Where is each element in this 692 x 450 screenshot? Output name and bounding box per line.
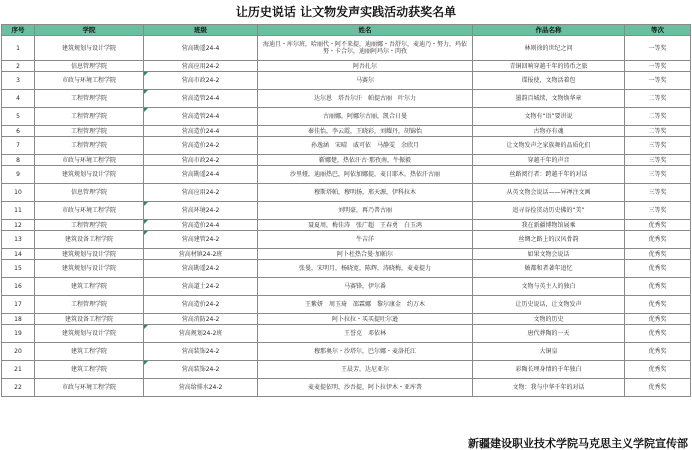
row-number: 13: [2, 231, 35, 249]
row-number: 10: [2, 184, 35, 202]
class-cell: 营高应用24-2: [144, 184, 258, 202]
class-cell: 营高消防24-2: [144, 314, 258, 325]
row-number: 19: [2, 325, 35, 343]
table-row: [2, 36, 691, 61]
row-number: 8: [2, 155, 35, 166]
class-cell: 营高道土24-2: [144, 278, 258, 296]
work-title-cell: 文物：我与中华千年的对话: [473, 379, 625, 397]
grade-cell: 优秀奖: [625, 249, 691, 260]
table-row: [2, 72, 691, 90]
row-number: 12: [2, 220, 35, 231]
grade-cell: 三等奖: [625, 184, 691, 202]
row-number: 9: [2, 166, 35, 184]
row-number: 17: [2, 296, 35, 314]
table-row: [2, 108, 691, 126]
names-cell: 马赛尔: [258, 72, 473, 90]
college-cell: 工程管理学院: [35, 220, 144, 231]
work-title-cell: 谍报使，文物活着包: [473, 72, 625, 90]
names-cell: 马赛锋，伊尔番: [258, 278, 473, 296]
class-cell: 营高造管24-4: [144, 108, 258, 126]
class-cell: 营高规划24-2班: [144, 325, 258, 343]
college-cell: 建筑规划与设计学院: [35, 166, 144, 184]
grade-cell: 优秀奖: [625, 379, 691, 397]
table-row: [2, 126, 691, 137]
names-cell: 孙逸涵 宋晴 戚可依 马静雯 余欣月: [258, 137, 473, 155]
class-cell: 营高勘遥24-2: [144, 260, 258, 278]
college-cell: 建筑规划与设计学院: [35, 260, 144, 278]
grade-cell: 一等奖: [625, 72, 691, 90]
table-row: [2, 296, 691, 314]
names-cell: 阿吾扎尔: [258, 61, 473, 72]
work-title-cell: 文物与英主人的独白: [473, 278, 625, 296]
work-title-cell: 从英文物会说话——异禅注文画: [473, 184, 625, 202]
table-row: [2, 231, 691, 249]
names-cell: 王誉克 邓依林: [258, 325, 473, 343]
names-cell: 刘明豪，再乃普古丽: [258, 202, 473, 220]
college-cell: 建筑规划与设计学院: [35, 249, 144, 260]
table-row: [2, 155, 691, 166]
college-cell: 建筑工程学院: [35, 361, 144, 379]
class-cell: 营高装饰24-2: [144, 343, 258, 361]
award-table: [1, 24, 691, 397]
row-number: 3: [2, 72, 35, 90]
names-cell: 牛吉洋: [258, 231, 473, 249]
table-row: [2, 260, 691, 278]
college-cell: 工程管理学院: [35, 296, 144, 314]
class-cell: 营高勘遥24-4: [144, 166, 258, 184]
work-title-cell: 文物有“语”要讲说: [473, 108, 625, 126]
work-title-cell: 古物亦有魂: [473, 126, 625, 137]
header-class: 班级: [144, 25, 258, 36]
names-cell: 王晨芳，达尼亚尔: [258, 361, 473, 379]
header-grade: 等次: [625, 25, 691, 36]
class-cell: 营高造价24-2: [144, 137, 258, 155]
row-number: 4: [2, 90, 35, 108]
table-row: [2, 314, 691, 325]
grade-cell: 优秀奖: [625, 231, 691, 249]
college-cell: 市政与环境工程学院: [35, 202, 144, 220]
header-work: 作品名称: [473, 25, 625, 36]
header-no: 序号: [2, 25, 35, 36]
college-cell: 建筑设备工程学院: [35, 231, 144, 249]
college-cell: 工程管理学院: [35, 137, 144, 155]
names-cell: 聂夏周，梅佳涛 张广超 王春勇 白玉鸿: [258, 220, 473, 231]
class-cell: 营高给排水24-2: [144, 379, 258, 397]
grade-cell: 优秀奖: [625, 296, 691, 314]
grade-cell: 二等奖: [625, 126, 691, 137]
row-number: 11: [2, 202, 35, 220]
names-cell: 秦佳怡，李云霞，王晓彩，刘耀丹，胡锦怡: [258, 126, 473, 137]
names-cell: 王紫妍 周玉琦 邵霖娜 黎尔康金 约万木: [258, 296, 473, 314]
work-title-cell: 青铜回响穿越千年的铸币之旅: [473, 61, 625, 72]
work-title-cell: 让历史说话，让文物发声: [473, 296, 625, 314]
class-cell: 营高环境24-2: [144, 202, 258, 220]
row-number: 18: [2, 314, 35, 325]
table-row: [2, 249, 691, 260]
header-college: 学院: [35, 25, 144, 36]
table-row: [2, 379, 691, 397]
college-cell: 建筑规划与设计学院: [35, 325, 144, 343]
names-cell: 穆斯塔帕，穆明扬，邢天源，伊科拉木: [258, 184, 473, 202]
row-number: 5: [2, 108, 35, 126]
grade-cell: 优秀奖: [625, 314, 691, 325]
table-row: [2, 278, 691, 296]
work-title-cell: 丝绸之路上的汉风骨韵: [473, 231, 625, 249]
table-row: [2, 220, 691, 231]
work-title-cell: 我在新疆博物馆展乘: [473, 220, 625, 231]
class-cell: 营高市政24-2: [144, 155, 258, 166]
row-number: 7: [2, 137, 35, 155]
names-cell: 海迪且・库尔班，哈丽代・阿不来提，迪丽娜・吾舒尔，麦迪乃・努力，玛依努・卡合尔，迪丽阿玛尔・肉孜: [258, 36, 473, 61]
table-row: [2, 61, 691, 72]
watermark: 新疆建设职业技术学院马克思主义学院宣传部: [468, 437, 688, 450]
class-cell: 营高勘遥24-4: [144, 36, 258, 61]
class-cell: 营高造价24-4: [144, 220, 258, 231]
row-number: 14: [2, 249, 35, 260]
grade-cell: 三等奖: [625, 166, 691, 184]
row-number: 2: [2, 61, 35, 72]
table-row: [2, 343, 691, 361]
college-cell: 建筑设备工程学院: [35, 314, 144, 325]
college-cell: 工程管理学院: [35, 126, 144, 137]
work-title-cell: 彩陶长埋身情的千年独白: [473, 361, 625, 379]
college-cell: 市政与环境工程学院: [35, 155, 144, 166]
college-cell: 工程管理学院: [35, 108, 144, 126]
names-cell: 靳娜楚，热依汗古·那孜南，牛振毅: [258, 155, 473, 166]
row-number: 1: [2, 36, 35, 61]
row-number: 6: [2, 126, 35, 137]
college-cell: 信息管理学院: [35, 184, 144, 202]
grade-cell: 优秀奖: [625, 260, 691, 278]
class-cell: 营高造管24-4: [144, 90, 258, 108]
grade-cell: 一等奖: [625, 36, 691, 61]
page-title: 让历史说话 让文物发声实践活动获奖名单: [235, 5, 457, 19]
college-cell: 市政与环境工程学院: [35, 72, 144, 90]
grade-cell: 三等奖: [625, 202, 691, 220]
row-number: 16: [2, 278, 35, 296]
college-cell: 工程管理学院: [35, 90, 144, 108]
table-row: [2, 184, 691, 202]
names-cell: 古丽娜，阿娜尔古丽，凯合日曼: [258, 108, 473, 126]
header-row: [2, 25, 691, 36]
row-number: 20: [2, 343, 35, 361]
grade-cell: 三等奖: [625, 137, 691, 155]
college-cell: 建筑工程学院: [35, 278, 144, 296]
grade-cell: 优秀奖: [625, 343, 691, 361]
grade-cell: 三等奖: [625, 155, 691, 166]
grade-cell: 二等奖: [625, 108, 691, 126]
grade-cell: 二等奖: [625, 90, 691, 108]
row-number: 21: [2, 361, 35, 379]
table-row: [2, 361, 691, 379]
names-cell: 麦麦提依明，沙吾提，阿卜拉伊木・亚库普: [258, 379, 473, 397]
row-number: 15: [2, 260, 35, 278]
grade-cell: 优秀奖: [625, 361, 691, 379]
class-cell: 营高材镇24-2班: [144, 249, 258, 260]
names-cell: 张曼，宋明月，杨晓宽，陈辉，涛晓梅，麦麦提力: [258, 260, 473, 278]
names-cell: 穆那奥尔・沙塔尔，巴尔娜・麦洛托江: [258, 343, 473, 361]
grade-cell: 优秀奖: [625, 325, 691, 343]
work-title-cell: 如果文物会说话: [473, 249, 625, 260]
class-cell: 营高造价24-2: [144, 296, 258, 314]
table-row: [2, 202, 691, 220]
header-names: 姓名: [258, 25, 473, 36]
work-title-cell: 丝路阅行者：跨越千年的对话: [473, 166, 625, 184]
class-cell: 营高建管24-2: [144, 231, 258, 249]
work-title-cell: 让文物发声之家族舞的品质化们: [473, 137, 625, 155]
table-row: [2, 137, 691, 155]
work-title-cell: 皴都和者著年追忆: [473, 260, 625, 278]
grade-cell: 优秀奖: [625, 220, 691, 231]
table-row: [2, 325, 691, 343]
row-number: 22: [2, 379, 35, 397]
college-cell: 市政与环境工程学院: [35, 379, 144, 397]
names-cell: 阿卜杜热合曼·加帕尔: [258, 249, 473, 260]
work-title-cell: 大铜皇: [473, 343, 625, 361]
grade-cell: 优秀奖: [625, 278, 691, 296]
work-title-cell: 墨韵百城续，文物焕华章: [473, 90, 625, 108]
work-title-cell: 文物的历史: [473, 314, 625, 325]
class-cell: 营高装饰24-2: [144, 361, 258, 379]
work-title-cell: 追寻谷捡贯动历史佛的“美”: [473, 202, 625, 220]
work-title-cell: 穿越千年的声音: [473, 155, 625, 166]
class-cell: 营高市政24-2: [144, 72, 258, 90]
names-cell: 阿卜拉拉・买买提吐尔逊: [258, 314, 473, 325]
names-cell: 达尔恩 塔吾尔汗 帕提古丽 叶尔力: [258, 90, 473, 108]
table-row: [2, 166, 691, 184]
college-cell: 信息管理学院: [35, 61, 144, 72]
class-cell: 营高应用24-2: [144, 61, 258, 72]
college-cell: 建筑规划与设计学院: [35, 36, 144, 61]
grade-cell: 一等奖: [625, 61, 691, 72]
college-cell: 建筑工程学院: [35, 343, 144, 361]
class-cell: 营高造价24-4: [144, 126, 258, 137]
work-title-cell: 林则徐的世纪之问: [473, 36, 625, 61]
names-cell: 沙里娅，迪丽热巴，阿依加娜提，麦日耶木，热依汗古丽: [258, 166, 473, 184]
table-row: [2, 90, 691, 108]
work-title-cell: 唐代葬陶的一天: [473, 325, 625, 343]
